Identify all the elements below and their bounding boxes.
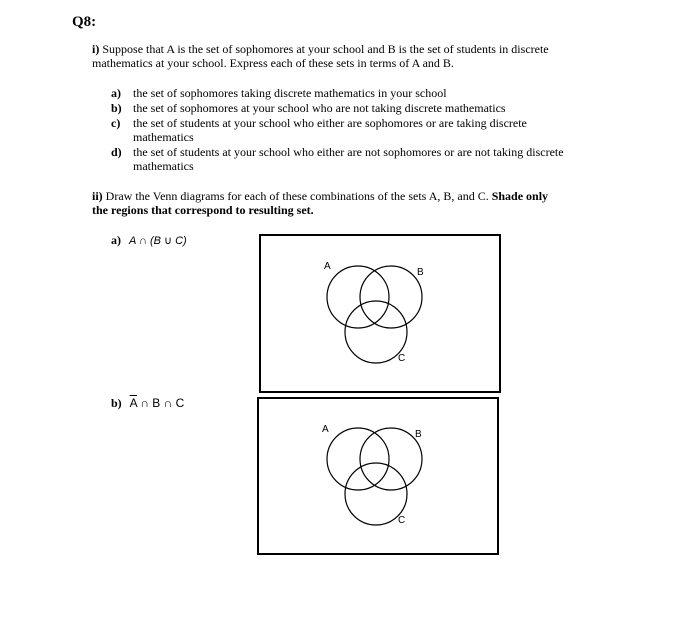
venn-label-c: C	[398, 515, 406, 526]
part2-paragraph	[92, 189, 592, 217]
venn-box-a	[259, 234, 501, 393]
part2-line1	[92, 189, 592, 203]
part2-text-line1: Draw the Venn diagrams for each of these combinations of the sets A, B, and C.	[105, 189, 489, 203]
list-item-text: the set of students at your school who either are not sophomores or are not taking discrete mathematics	[133, 145, 564, 173]
sub-b-label	[111, 396, 184, 411]
venn-circle-b	[360, 266, 422, 328]
part2-bold-line2: the regions that correspond to resulting set.	[92, 203, 314, 217]
list-item-c	[111, 116, 581, 144]
sub-b-expression-rest: ∩ B ∩ C	[137, 396, 185, 410]
part1-text-line2: mathematics at your school. Express each of these sets in terms of A and B.	[92, 56, 454, 70]
sub-b-complement-a: $\overline{A}$	[129, 396, 138, 410]
list-item-letter: c)	[111, 116, 121, 130]
list-item-text: the set of students at your school who either are sophomores or are taking discrete mathematics	[133, 116, 527, 144]
sub-a-label	[111, 233, 187, 248]
list-item-letter: b)	[111, 101, 122, 115]
venn-label-b: B	[415, 429, 422, 440]
venn-box-b	[257, 397, 499, 555]
sub-b-expression	[130, 396, 185, 410]
list-item-b	[111, 101, 581, 115]
venn-diagram-a	[261, 236, 499, 391]
part2-label: ii)	[92, 189, 103, 203]
list-item-text: the set of sophomores taking discrete mathematics in your school	[133, 86, 447, 100]
sub-a-expression: A ∩ (B ∪ C)	[129, 235, 187, 247]
venn-circle-a	[327, 428, 389, 490]
list-item-d	[111, 145, 581, 173]
part1-label: i)	[92, 42, 100, 56]
venn-label-a: A	[324, 261, 331, 272]
part1-paragraph	[92, 42, 612, 70]
sub-b-letter: b)	[111, 396, 122, 410]
list-item-letter: d)	[111, 145, 122, 159]
venn-label-a: A	[322, 424, 329, 435]
part1-list	[111, 86, 581, 174]
venn-label-b: B	[417, 267, 424, 278]
part2-bold-tail: Shade only	[491, 189, 549, 203]
venn-label-c: C	[398, 353, 406, 364]
list-item-letter: a)	[111, 86, 121, 100]
part1-text-line1: Suppose that A is the set of sophomores at your school and B is the set of students in discrete	[102, 42, 549, 56]
venn-diagram-b	[259, 399, 497, 553]
list-item-a	[111, 86, 581, 100]
sub-a-letter: a)	[111, 233, 121, 247]
venn-circle-a	[327, 266, 389, 328]
part1-line1	[92, 42, 612, 56]
question-title: Q8:	[72, 14, 97, 30]
list-item-text: the set of sophomores at your school who are not taking discrete mathematics	[133, 101, 506, 115]
venn-circle-b	[360, 428, 422, 490]
